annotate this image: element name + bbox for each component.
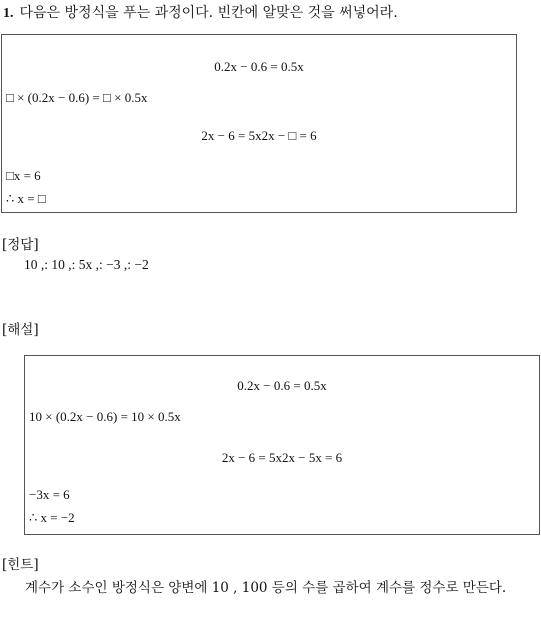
- solution-line-3: 2x − 6 = 5x2x − 5x = 6: [221, 450, 343, 465]
- problem-line-4: □x = 6: [6, 168, 41, 183]
- solution-box: [24, 355, 540, 535]
- hint-text: 계수가 소수인 방정식은 양변에 10 , 100 등의 수를 곱하여 계수를 정수로 만든다.: [25, 580, 507, 596]
- problem-line-5: ∴ x = □: [6, 191, 46, 206]
- question-heading: [3, 2, 398, 22]
- hint-label: [힌트]: [2, 557, 39, 573]
- solution-line-1: 0.2x − 0.6 = 0.5x: [237, 378, 327, 393]
- problem-box: [1, 34, 517, 213]
- problem-line-2: □ × (0.2x − 0.6) = □ × 0.5x: [6, 90, 148, 105]
- problem-line-1: 0.2x − 0.6 = 0.5x: [214, 59, 304, 74]
- answer-text: 10 ,: 10 ,: 5x ,: −3 ,: −2: [24, 257, 149, 272]
- solution-line-5: ∴ x = −2: [29, 510, 75, 525]
- problem-line-3: 2x − 6 = 5x2x − □ = 6: [201, 128, 317, 143]
- question-text: 다음은 방정식을 푸는 과정이다. 빈칸에 알맞은 것을 써넣어라.: [19, 5, 398, 21]
- solution-line-4: −3x = 6: [29, 487, 70, 502]
- solution-line-2: 10 × (0.2x − 0.6) = 10 × 0.5x: [29, 409, 181, 424]
- answer-label: [정답]: [2, 237, 39, 253]
- solution-label: [해설]: [2, 322, 39, 338]
- question-number: 1.: [3, 6, 14, 21]
